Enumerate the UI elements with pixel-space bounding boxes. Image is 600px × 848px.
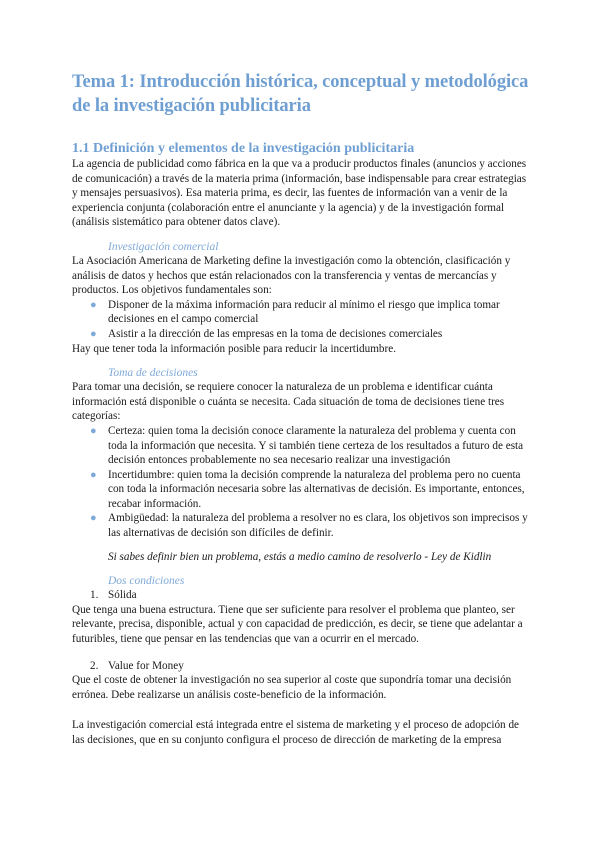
bullet-icon: ● [90, 424, 97, 437]
objetivos-list [72, 298, 532, 342]
condicion-1-paragraph: Que tenga una buena estructura. Tiene que ser suficiente para resolver el problema que planteo, ser relevante, precisa, disponible, actual y con capacidad de predicción, es decir, se tiene que adelantar a futuribles, tiene que pensar en las tendencias que van a ocurrir en el mercado. [72, 603, 523, 646]
bullet-icon: ● [90, 512, 97, 525]
section-1-intro-paragraph: La agencia de publicidad como fábrica en la que va a producir productos finales (anuncios y acciones de comunicación) a través de la materia prima (información, base indispensable para crear estrategias y mensajes persuasivos). Esa materia prima, es decir, las fuentes de información van a venir de la experiencia conjunta (colaboración entre el anunciante y la agencia) y de la investigación formal (análisis sistemático para obtener datos clave). [72, 158, 527, 229]
item-label: Sólida [108, 589, 137, 602]
numbered-item-2 [72, 659, 532, 674]
list-item [72, 298, 532, 327]
categorias-list [72, 424, 532, 541]
document-title: Tema 1: Introducción histórica, conceptual y metodológica de la investigación publicitaria [72, 72, 529, 116]
toma-decisiones-paragraph: Para tomar una decisión, se requiere conocer la naturaleza de un problema e identificar cuánta información está disponible o cuánta se necesita. Cada situación de toma de decisiones tiene tres categorías: [72, 381, 505, 423]
bullet-icon: ● [90, 327, 97, 340]
condicion-2-paragraph: Que el coste de obtener la investigación no sea superior al coste que supondría tomar una decisión errónea. Debe realizarse un análisis coste-beneficio de la información. [72, 674, 512, 701]
section-heading-1-1: 1.1 Definición y elementos de la investigación publicitaria [72, 141, 415, 156]
item-number: 1. [90, 589, 99, 602]
kidlin-quote: Si sabes definir bien un problema, estás a medio camino de resolverlo - Ley de Kidlin [108, 550, 492, 563]
list-item-text: Ambigüedad: la naturaleza del problema a resolver no es clara, los objetivos son imprecisos y las alternativas de decisión son difíciles de definir. [108, 512, 528, 540]
subheading-toma-de-decisiones: Toma de decisiones [108, 367, 198, 380]
item-number: 2. [90, 659, 99, 672]
item-label: Value for Money [108, 659, 184, 672]
closing-paragraph: La investigación comercial está integrada entre el sistema de marketing y el proceso de adopción de las decisiones, que en su conjunto configura el proceso de dirección de marketing de la empresa [72, 719, 520, 746]
subheading-dos-condiciones: Dos condiciones [108, 575, 185, 588]
list-item [72, 511, 532, 540]
investigacion-comercial-paragraph: La Asociación Americana de Marketing define la investigación como la obtención, clasificación y análisis de datos y hechos que están relacionados con la transferencia y ventas de mercancías y productos. Los objetivos fundamentales son: [72, 254, 511, 297]
subheading-investigacion-comercial: Investigación comercial [108, 240, 219, 253]
list-item-text: Certeza: quien toma la decisión conoce claramente la naturaleza del problema y cuenta con toda la información que necesita. Y si también tiene certeza de los resultados a futuro de esta decisión entonces probablemente no sea necesario realizar una investigación [108, 424, 524, 467]
list-item [72, 424, 532, 468]
list-item [72, 327, 532, 342]
bullet-icon: ● [90, 298, 97, 311]
list-item-text: Asistir a la dirección de las empresas en la toma de decisiones comerciales [108, 327, 443, 340]
list-item [72, 468, 532, 512]
document-content [72, 70, 532, 748]
bullet-icon: ● [90, 468, 97, 481]
list-item-text: Disponer de la máxima información para reducir al mínimo el riesgo que implica tomar decisiones en el campo comercial [108, 298, 500, 326]
list-item-text: Incertidumbre: quien toma la decisión comprende la naturaleza del problema pero no cuenta con toda la información necesaria sobre las alternativas de decisión. Es importante, entonces, recabar información. [108, 468, 525, 510]
numbered-item-1 [72, 588, 532, 603]
investigacion-comercial-closing: Hay que tener toda la información posible para reducir la incertidumbre. [72, 342, 396, 355]
